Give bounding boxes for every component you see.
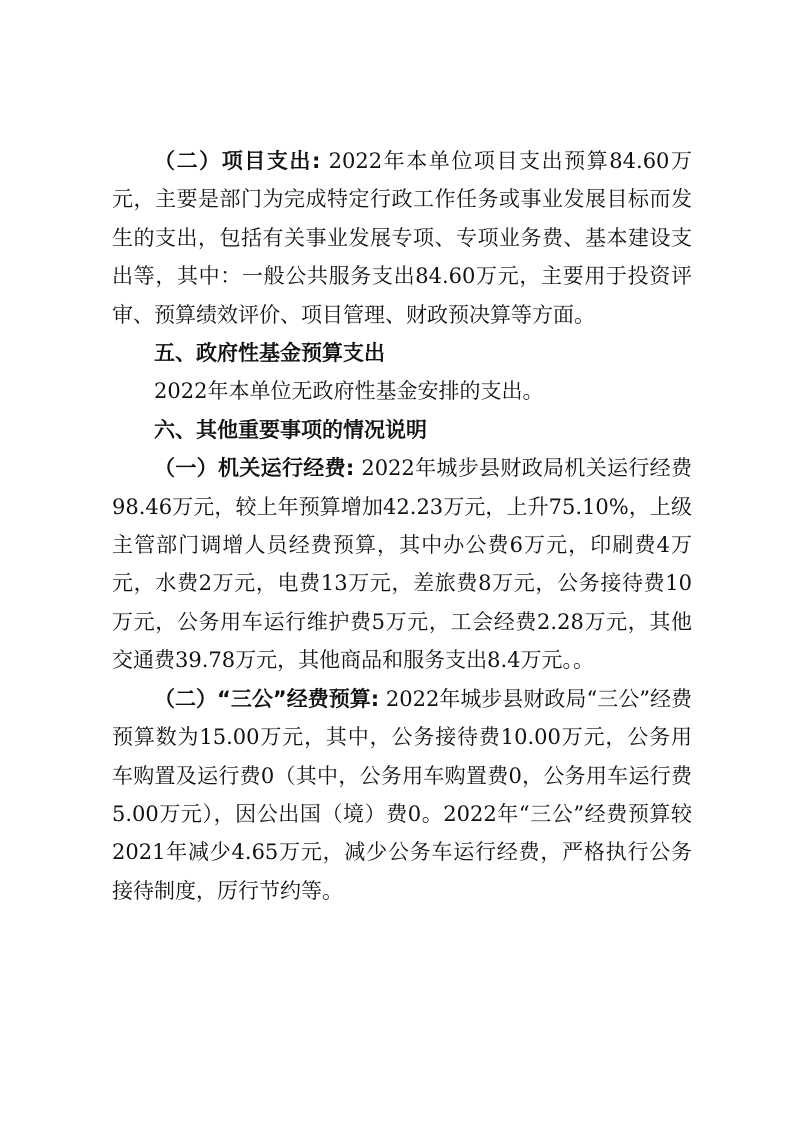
- government-fund-paragraph: [112, 372, 692, 410]
- government-fund-heading: 五、政府性基金预算支出: [154, 341, 385, 366]
- project-expenditure-text: 2022年本单位项目支出预算84.60万元，主要是部门为完成特定行政工作任务或事业发展目标而发生的支出，包括有关事业发展专项、专项业务费、基本建设支出等，其中：一般公共服务支出84.60万元，主要用于投资评审、预算绩效评价、项目管理、财政预决算等方面。: [112, 149, 692, 327]
- project-expenditure-lead: （二）项目支出:: [154, 149, 321, 173]
- document-body: [112, 142, 692, 910]
- other-matters-heading: 六、其他重要事项的情况说明: [154, 417, 427, 442]
- project-expenditure-paragraph: [112, 142, 692, 334]
- three-public-expenses-lead: （二）“三公”经费预算:: [154, 686, 380, 711]
- government-fund-text: 2022年本单位无政府性基金安排的支出。: [154, 379, 544, 404]
- operating-expenses-paragraph: [112, 449, 692, 679]
- operating-expenses-lead: （一）机关运行经费:: [154, 456, 355, 481]
- operating-expenses-text: 2022年城步县财政局机关运行经费98.46万元，较上年预算增加42.23万元，上升75.10%，上级主管部门调增人员经费预算，其中办公费6万元，印刷费4万元，水费2万元，电费13万元，差旅费8万元，公务接待费10万元，公务用车运行维护费5万元，工会经费2.28万元，其他交通费39.78万元，其他商品和服务支出8.4万元。。: [112, 456, 692, 673]
- three-public-expenses-paragraph: [112, 680, 692, 910]
- three-public-expenses-text: 2022年城步县财政局“三公”经费预算数为15.00万元，其中，公务接待费10.00万元，公务用车购置及运行费0（其中，公务用车购置费0，公务用车运行费5.00万元），因公出国（境）费0。2022年“三公”经费预算较2021年减少4.65万元，减少公务车运行经费，严格执行公务接待制度，厉行节约等。: [112, 686, 692, 903]
